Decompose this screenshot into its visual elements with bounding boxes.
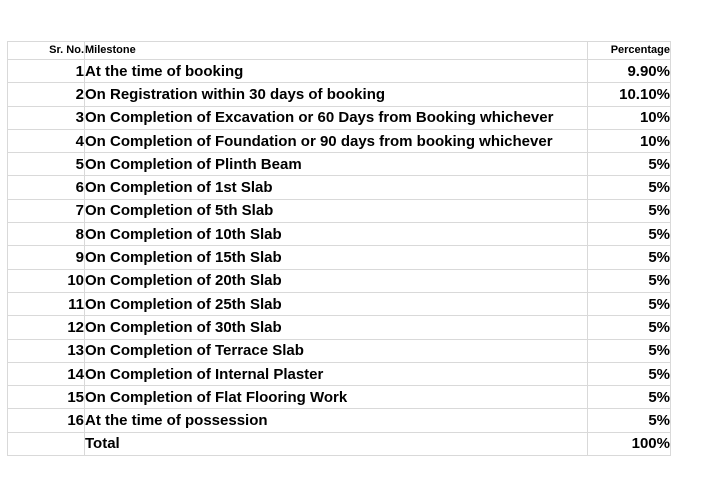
total-row (8, 432, 671, 455)
cell-sr-no: 10 (8, 269, 85, 292)
cell-total-label: Total (85, 432, 588, 455)
table-row (8, 129, 671, 152)
milestone-table-container (7, 41, 671, 456)
header-cell-sr-no: Sr. No. (8, 42, 85, 60)
table-row (8, 386, 671, 409)
table-row (8, 223, 671, 246)
cell-total-percentage: 100% (588, 432, 671, 455)
cell-sr-no: 9 (8, 246, 85, 269)
cell-percentage: 10.10% (588, 83, 671, 106)
table-row (8, 176, 671, 199)
table-row (8, 153, 671, 176)
cell-percentage: 5% (588, 386, 671, 409)
cell-milestone: On Completion of Terrace Slab (85, 339, 588, 362)
cell-percentage: 10% (588, 106, 671, 129)
cell-sr-no: 5 (8, 153, 85, 176)
cell-milestone: On Registration within 30 days of booking (85, 83, 588, 106)
table-row (8, 83, 671, 106)
cell-percentage: 5% (588, 339, 671, 362)
table-row (8, 60, 671, 83)
cell-milestone: On Completion of 5th Slab (85, 199, 588, 222)
table-row (8, 409, 671, 432)
cell-sr-no: 13 (8, 339, 85, 362)
cell-sr-no: 1 (8, 60, 85, 83)
cell-percentage: 5% (588, 153, 671, 176)
cell-percentage: 5% (588, 292, 671, 315)
cell-sr-no: 11 (8, 292, 85, 315)
cell-milestone: On Completion of Internal Plaster (85, 362, 588, 385)
cell-sr-no: 6 (8, 176, 85, 199)
cell-percentage: 9.90% (588, 60, 671, 83)
cell-percentage: 5% (588, 176, 671, 199)
cell-milestone: On Completion of 25th Slab (85, 292, 588, 315)
cell-percentage: 5% (588, 269, 671, 292)
cell-milestone: On Completion of 20th Slab (85, 269, 588, 292)
cell-percentage: 5% (588, 223, 671, 246)
cell-percentage: 10% (588, 129, 671, 152)
cell-milestone: On Completion of 10th Slab (85, 223, 588, 246)
cell-sr-no: 4 (8, 129, 85, 152)
cell-milestone: On Completion of Foundation or 90 days from booking whichever (85, 129, 588, 152)
cell-sr-no: 2 (8, 83, 85, 106)
cell-sr-no: 15 (8, 386, 85, 409)
cell-percentage: 5% (588, 246, 671, 269)
cell-milestone: On Completion of Plinth Beam (85, 153, 588, 176)
table-row (8, 292, 671, 315)
cell-milestone: On Completion of 15th Slab (85, 246, 588, 269)
table-row (8, 246, 671, 269)
cell-percentage: 5% (588, 316, 671, 339)
cell-sr-no: 7 (8, 199, 85, 222)
header-row (8, 42, 671, 60)
header-cell-percentage: Percentage (588, 42, 671, 60)
table-row (8, 199, 671, 222)
cell-milestone: On Completion of 30th Slab (85, 316, 588, 339)
cell-milestone: On Completion of 1st Slab (85, 176, 588, 199)
table-row (8, 269, 671, 292)
table-row (8, 339, 671, 362)
table-row (8, 106, 671, 129)
cell-milestone: At the time of possession (85, 409, 588, 432)
cell-milestone: On Completion of Excavation or 60 Days from Booking whichever (85, 106, 588, 129)
header-cell-milestone: Milestone (85, 42, 588, 60)
cell-sr-no: 3 (8, 106, 85, 129)
table-row (8, 316, 671, 339)
payment-milestone-table (7, 41, 671, 456)
cell-milestone: On Completion of Flat Flooring Work (85, 386, 588, 409)
cell-sr-no (8, 432, 85, 455)
cell-percentage: 5% (588, 409, 671, 432)
cell-sr-no: 12 (8, 316, 85, 339)
table-row (8, 362, 671, 385)
cell-sr-no: 8 (8, 223, 85, 246)
cell-milestone: At the time of booking (85, 60, 588, 83)
cell-sr-no: 16 (8, 409, 85, 432)
cell-percentage: 5% (588, 199, 671, 222)
cell-sr-no: 14 (8, 362, 85, 385)
cell-percentage: 5% (588, 362, 671, 385)
